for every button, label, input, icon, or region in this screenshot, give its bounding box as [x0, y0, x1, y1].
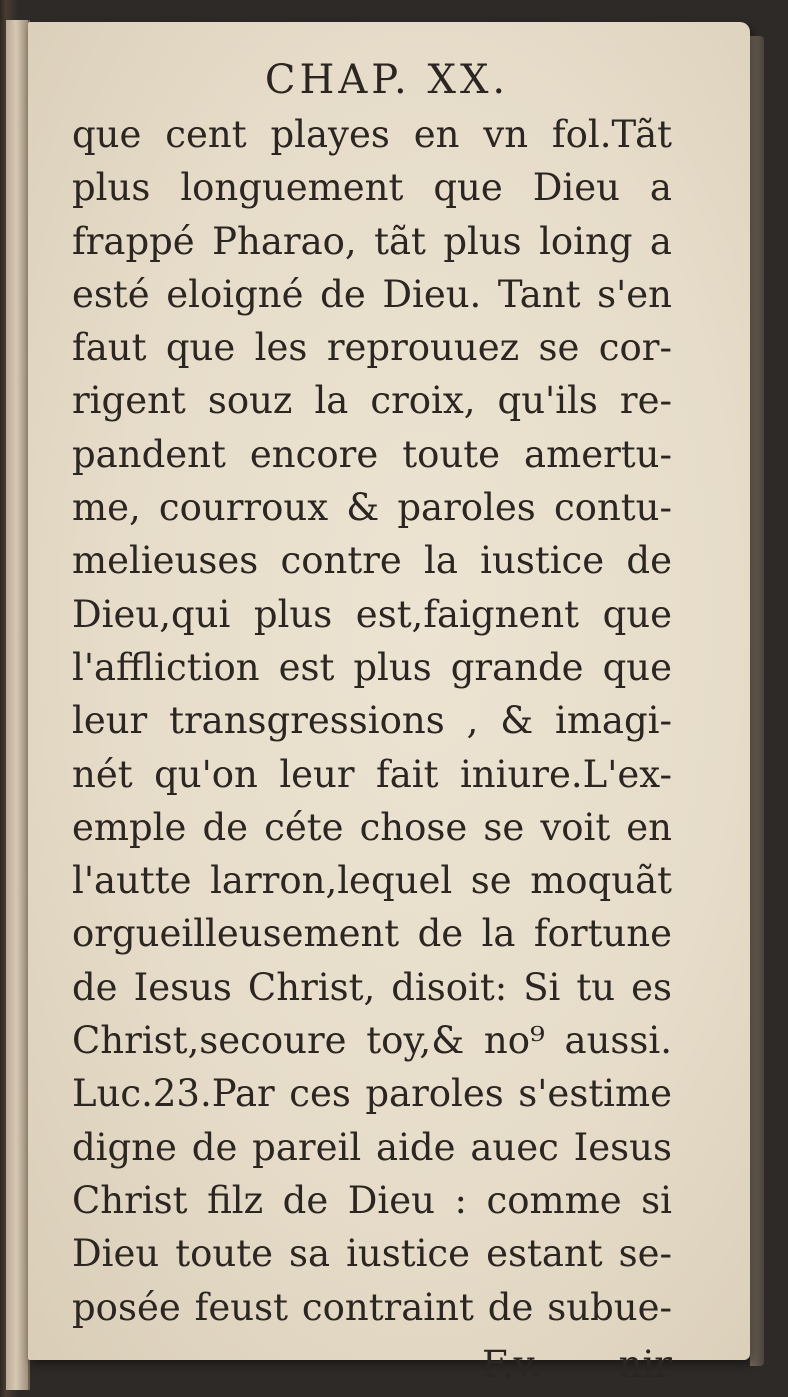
text-line: emple de céte chose se voit en [72, 805, 672, 849]
text-line: me, courroux & paroles contu- [72, 486, 672, 530]
text-line: digne de pareil aide auec Iesus [72, 1125, 672, 1169]
text-line: Dieu,qui plus est,faignent que [72, 592, 672, 636]
text-line: Dieu toute sa iustice estant se- [72, 1232, 672, 1276]
text-line: l'autte larron,lequel se moquãt [72, 859, 672, 903]
text-line: Christ filz de Dieu : comme si [72, 1178, 672, 1222]
text-line: esté eloigné de Dieu. Tant s'en [72, 272, 672, 316]
text-line: faut que les reprouuez se cor- [72, 326, 672, 370]
page-footer [72, 1338, 672, 1392]
text-line: melieuses contre la iustice de [72, 539, 672, 583]
text-line: que cent playes en vn fol.Tãt [72, 113, 672, 156]
text-line: posée feust contraint de subue- [72, 1285, 672, 1329]
text-line: leur transgressions , & imagi- [72, 699, 672, 743]
text-line: nét qu'on leur fait iniure.L'ex- [72, 752, 672, 796]
text-line: Luc.23.Par ces paroles s'estime [72, 1072, 672, 1116]
text-line: plus longuement que Dieu a [72, 166, 672, 210]
text-line: orgueilleusement de la fortune [72, 912, 672, 956]
book-gutter [6, 20, 30, 1390]
catchword: nir [618, 1342, 672, 1386]
text-block [72, 52, 672, 1392]
text-line: frappé Pharao, tãt plus loing a [72, 219, 672, 263]
text-line: rigent souz la croix, qu'ils re- [72, 379, 672, 423]
running-head: CHAP. XX. [264, 57, 510, 103]
signature-mark: F.v. [482, 1342, 542, 1386]
text-line: l'affliction est plus grande que [72, 645, 672, 689]
page-edge [750, 36, 764, 1366]
text-line: pandent encore toute amertu- [72, 432, 672, 476]
text-line: Christ,secoure toy,& no⁹ aussi. [72, 1019, 672, 1063]
body-text [72, 108, 672, 1334]
text-line: de Iesus Christ, disoit: Si tu es [72, 965, 672, 1009]
